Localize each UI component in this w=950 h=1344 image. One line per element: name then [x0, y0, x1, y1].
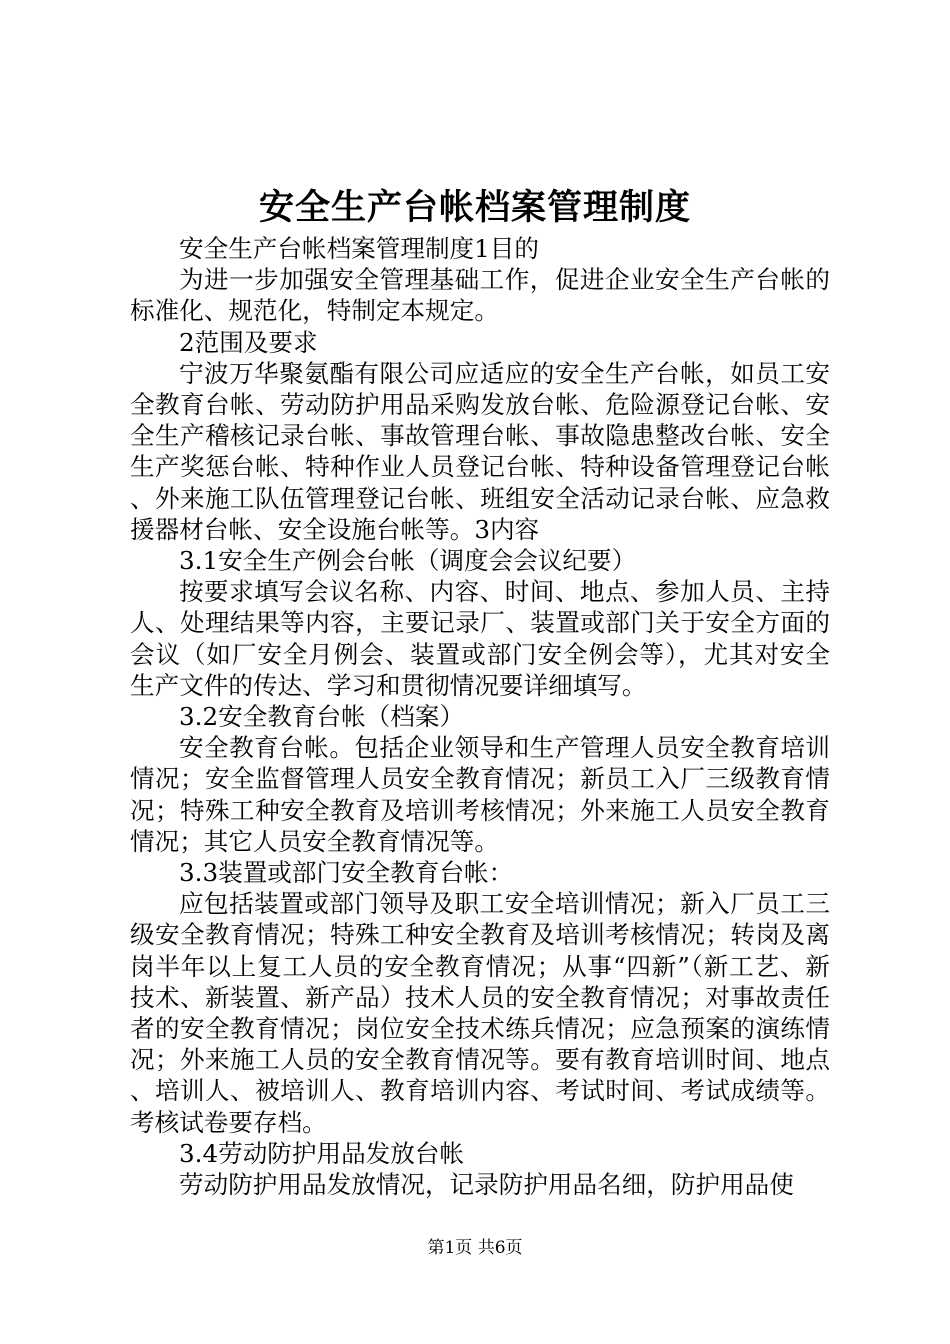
section-heading-scope: 2范围及要求: [179, 327, 318, 357]
paragraph-3-1: 按要求填写会议名称、内容、时间、地点、参加人员、主持人、处理结果等内容，主要记录厂、装置或部门关于安全方面的会议（如厂安全月例会、装置或部门安全例会等），尤其对安全生产文件的传达、学习和贯彻情况要详细填写。: [130, 577, 830, 700]
section-heading-3-4: 3.4劳动防护用品发放台帐: [179, 1138, 465, 1168]
paragraph-3-3: 应包括装置或部门领导及职工安全培训情况；新入厂员工三级安全教育情况；特殊工种安全教育及培训考核情况；转岗及离岗半年以上复工人员的安全教育情况；从事“四新”（新工艺、新技术、新装置、新产品）技术人员的安全教育情况；对事故责任者的安全教育情况；岗位安全技术练兵情况；应急预案的演练情况；外来施工人员的安全教育情况等。要有教育培训时间、地点、培训人、被培训人、教育培训内容、考试时间、考试成绩等。考核试卷要存档。: [130, 889, 830, 1137]
paragraph-3-4: 劳动防护用品发放情况，记录防护用品名细，防护用品使: [179, 1170, 794, 1200]
section-heading-3-3: 3.3装置或部门安全教育台帐：: [179, 858, 514, 888]
paragraph-purpose: 为进一步加强安全管理基础工作，促进企业安全生产台帐的标准化、规范化，特制定本规定。: [130, 265, 830, 326]
section-heading-3-1: 3.1安全生产例会台帐（调度会会议纪要）: [179, 546, 637, 576]
page-footer: 第1页 共6页: [427, 1238, 523, 1258]
paragraph-intro-heading: 安全生产台帐档案管理制度1目的: [179, 234, 539, 263]
section-heading-3-2: 3.2安全教育台帐（档案）: [179, 702, 465, 732]
paragraph-scope: 宁波万华聚氨酯有限公司应适应的安全生产台帐，如员工安全教育台帐、劳动防护用品采购发放台帐、危险源登记台帐、安全生产稽核记录台帐、事故管理台帐、事故隐患整改台帐、安全生产奖惩台帐、特种作业人员登记台帐、特种设备管理登记台帐、外来施工队伍管理登记台帐、班组安全活动记录台帐、应急救援器材台帐、安全设施台帐等。3内容: [130, 358, 830, 544]
paragraph-3-2: 安全教育台帐。包括企业领导和生产管理人员安全教育培训情况；安全监督管理人员安全教育情况；新员工入厂三级教育情况；特殊工种安全教育及培训考核情况；外来施工人员安全教育情况；其它人员安全教育情况等。: [130, 733, 830, 856]
document-body: [130, 233, 830, 1200]
document-title: 安全生产台帐档案管理制度: [258, 187, 691, 228]
